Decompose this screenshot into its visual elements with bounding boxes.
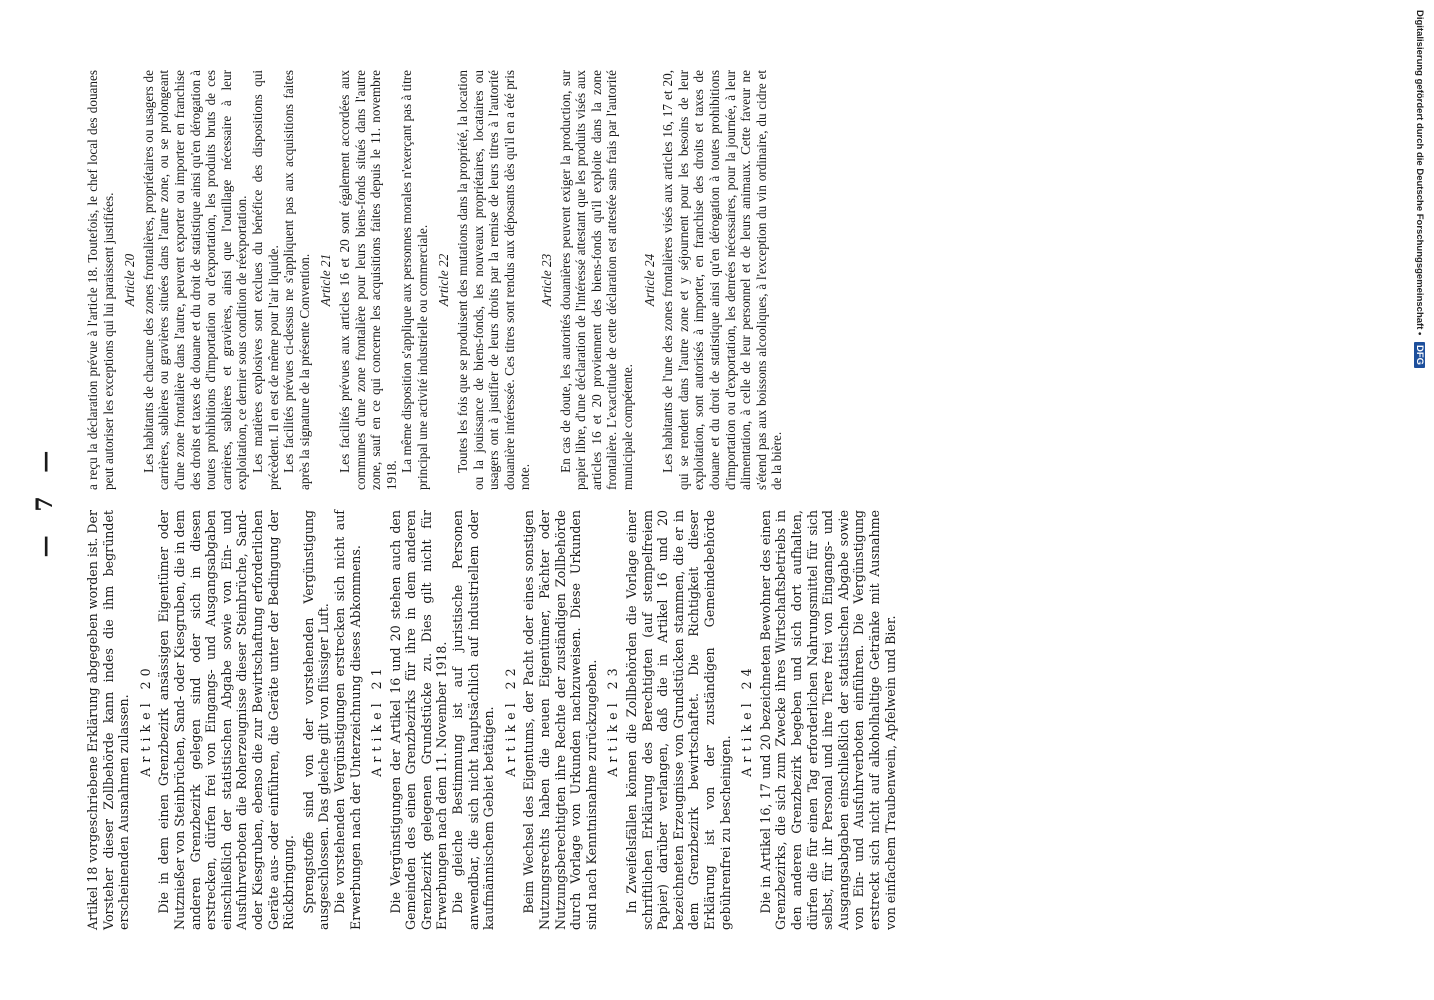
article-heading: Article 22	[436, 253, 452, 307]
paragraph: Die in dem einen Grenzbezirk ansässigen Eigentümer oder Nutznießer von Steinbrüchen, Sand- oder Kiesgruben, die in dem anderen Grenzbezirk gelegen sind oder sich in diesen erstrecken, dürfen frei von Eingangs- und Ausgangsabgaben einschließlich der statistischen Abgabe sowie von Ein- und Ausfuhrverboten die Roherzeugnisse dieser Steinbrüche, Sand- oder Kiesgruben, ebenso die zur Bewirtschaftung erforderlichen Geräte aus- oder einführen, die Geräte unter der Bedingung der Rückbringung.	[156, 510, 297, 930]
paragraph: In Zweifelsfällen können die Zollbehörden die Vorlage einer schriftlichen Erklärung des Berechtigten (auf stempelfreiem Papier) darüber verlangen, daß die in Artikel 16 und 20 bezeichneten Erzeugnisse von Grundstücken stammen, die er in dem Grenzbezirk bewirtschaftet. Die Richtigkeit dieser Erklärung ist von der zuständigen Gemeindebehörde gebührenfrei zu bescheinigen.	[624, 510, 733, 930]
digitization-notice	[1413, 10, 1425, 390]
german-text-column	[85, 510, 898, 930]
page-header	[15, 70, 75, 930]
french-text-column	[85, 70, 785, 490]
paragraph: Beim Wechsel des Eigentums, der Pacht oder eines sonstigen Nutzungsrechts haben die neuen Eigentümer, Pächter oder Nutzungsberechtigten ihre Rechte der zuständigen Zollbehörde durch Vorlage von Urkunden nachzuweisen. Diese Urkunden sind nach Kenntnisnahme zurückzugeben.	[521, 510, 599, 930]
paragraph: En cas de doute, les autorités douanières peuvent exiger la production, sur papier libre, d'une déclaration de l'intéressé attestant que les produits visés aux articles 16 et 20 proviennent des biens-fonds qu'il exploite dans la zone frontalière. L'exactitude de cette déclaration est attestée sans frais par l'autorité municipale compétente.	[557, 70, 635, 490]
paragraph: Les habitants de chacune des zones frontalières, propriétaires ou usagers de carrières, sablières ou gravières situées dans l'autre zone, ou se prolongeant d'une zone frontalière dans l'autre, peuvent exporter ou importer en franchise des droits et taxes de douane et du droit de statistique ainsi qu'en dérogation à toutes prohibitions d'importation ou d'exportation, les produits bruts de ces carrières, sablières et gravières, ainsi que l'outillage nécessaire à leur exploitation, ce dernier sous condition de réexportation.	[140, 70, 250, 490]
paragraph: Toutes les fois que se produisent des mutations dans la propriété, la location ou la jouissance de biens-fonds, les nouveaux propriétaires, locataires ou usagers ont à justifier de leurs droits par la remise de leurs titres à l'autorité douanière intéressée. Ces titres sont rendus aux déposants dès qu'il en a été pris note.	[455, 70, 533, 490]
paragraph: Les facilités prévues aux articles 16 et 20 sont également accordées aux communes d'une zone frontalière pour leurs biens-fonds situés dans l'autre zone, sauf en ce qui concerne les acquisitions faites depuis le 11. novembre 1918.	[336, 70, 399, 490]
paragraph: Les habitants de l'une des zones frontalières visés aux articles 16, 17 et 20, qui se rendent dans l'autre zone et y séjournent pour les besoins de leur exploitation, sont autorisés à importer, en franchise des droits et taxes de douane et du droit de statistique ainsi qu'en dérogation à toutes prohibitions d'importation ou d'exportation, les denrées nécessaires, pour la journée, à leur alimentation, à celle de leur personnel et de leurs animaux. Cette faveur ne s'étend pas aux boissons alcooliques, à l'exception du vin ordinaire, du cidre et de la bière.	[660, 70, 785, 490]
article-heading: Artikel 22	[502, 663, 518, 777]
page-number: — 7 —	[32, 442, 58, 558]
paragraph: Die in Artikel 16, 17 und 20 bezeichneten Bewohner des einen Grenzbezirks, die sich zum Zwecke ihres Wirtschaftsbetriebs in den anderen Grenzbezirk begeben und sich dort aufhalten, dürfen die für einen Tag erforderlichen Nahrungsmittel für sich selbst, für ihr Personal und ihre Tiere frei von Eingangs- und Ausgangsabgaben einschließlich der statistischen Abgabe sowie von Ein- und Ausfuhrverboten einführen. Die Vergünstigung erstreckt sich nicht auf alkoholhaltige Getränke mit Ausnahme von einfachem Traubenwein, Apfelwein und Bier.	[757, 510, 898, 930]
digitization-notice-text: Digitalisierung gefördert durch die Deutsche Forschungsgemeinschaft •	[1414, 10, 1425, 336]
paragraph: Die gleiche Bestimmung ist auf juristische Personen anwendbar, die sich nicht hauptsächlich auf industriellem oder kaufmännischem Gebiet betätigen.	[450, 510, 497, 930]
paragraph: Artikel 18 vorgeschriebene Erklärung abgegeben worden ist. Der Vorsteher dieser Zollbehörde kann indes die ihm begründet erscheinenden Ausnahmen zulassen.	[85, 510, 132, 930]
paragraph: Die vorstehenden Vergünstigungen erstrecken sich nicht auf Erwerbungen nach der Unterzeichnung dieses Abkommens.	[331, 510, 363, 930]
dfg-logo: DFG	[1414, 342, 1425, 368]
paragraph: Die Vergünstigungen der Artikel 16 und 20 stehen auch den Gemeinden des einen Grenzbezirks für ihre in dem anderen Grenzbezirk gelegenen Grundstücke zu. Dies gilt nicht für Erwerbungen nach dem 11. November 1918.	[387, 510, 450, 930]
paragraph: Sprengstoffe sind von der vorstehenden Vergünstigung ausgeschlossen. Das gleiche gilt von flüssiger Luft.	[300, 510, 332, 930]
paragraph: Les matières explosives sont exclues du bénéfice des dispositions qui précèdent. Il en est de même pour l'air liquide.	[249, 70, 281, 490]
article-heading: Artikel 24	[739, 663, 755, 777]
paragraph: Les facilités prévues ci-dessus ne s'appliquent pas aux acquisitions faites après la signature de la présente Convention.	[281, 70, 312, 490]
article-heading: Article 23	[539, 253, 555, 307]
article-heading: Article 24	[641, 253, 657, 307]
paragraph: a reçu la déclaration prévue à l'article 18. Toutefois, le chef local des douanes peut autoriser les exceptions qui lui paraissent justifiées.	[85, 70, 116, 490]
rotated-document-page	[15, 70, 1395, 930]
paragraph: La même disposition s'applique aux personnes morales n'exerçant pas à titre principal une activité industrielle ou commerciale.	[399, 70, 430, 490]
article-heading: Article 21	[318, 253, 334, 307]
article-heading: Artikel 23	[605, 663, 621, 777]
article-heading: Artikel 20	[137, 663, 153, 777]
article-heading: Article 20	[122, 253, 138, 307]
article-heading: Artikel 21	[369, 663, 385, 777]
